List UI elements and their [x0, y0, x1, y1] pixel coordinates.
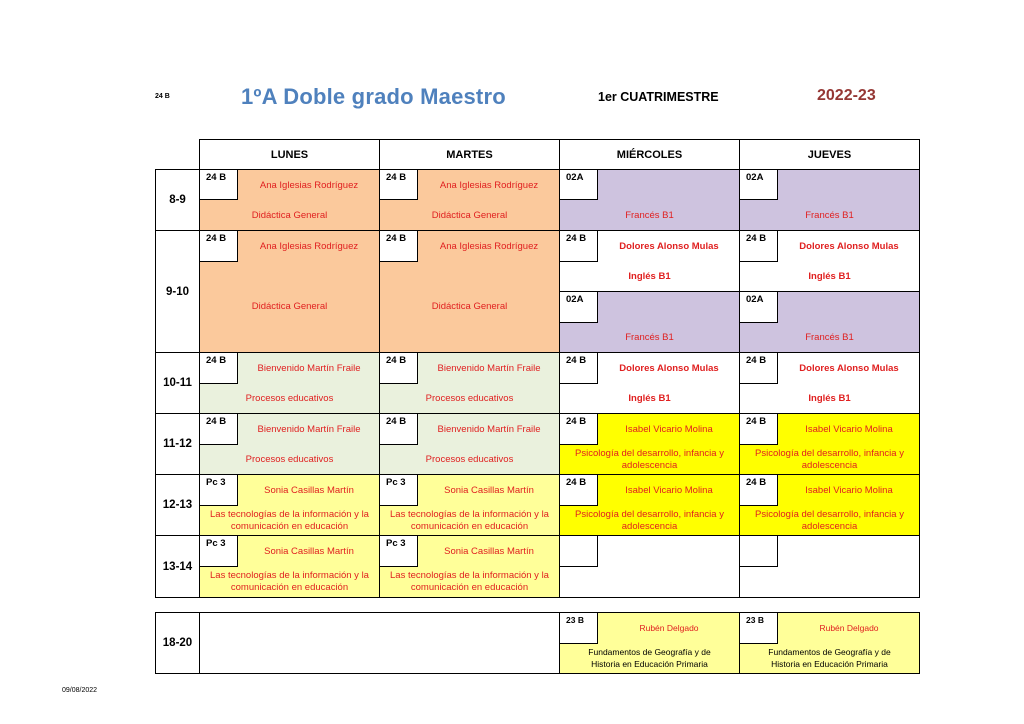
subject-line-1: Psicología del desarrollo, infancia y	[755, 448, 904, 459]
subject-name: Francés B1	[805, 210, 854, 221]
room-label: 24 B	[560, 231, 598, 262]
slot-jueves-8	[739, 169, 920, 231]
room-label: 23 B	[740, 613, 778, 644]
slot-miercoles-9-ingles	[559, 230, 740, 292]
day-header-jueves: JUEVES	[739, 139, 920, 170]
room-label: 24 B	[200, 231, 238, 262]
subject-name: Procesos educativos	[245, 454, 334, 465]
subject-line-1: Las tecnologías de la información y la	[390, 509, 549, 520]
subject-name: Francés B1	[625, 332, 674, 343]
subject-line-2: adolescencia	[621, 460, 678, 471]
subject-line-2: adolescencia	[801, 521, 858, 532]
teacher-name: Bienvenido Martín Fraile	[437, 424, 541, 435]
room-label: Pc 3	[200, 475, 238, 506]
room-label: 24 B	[380, 414, 418, 445]
room-label: 24 B	[200, 414, 238, 445]
subject-name: Inglés B1	[628, 271, 671, 282]
room-label: Pc 3	[200, 536, 238, 567]
page-title: 1ºA Doble grado Maestro	[241, 84, 506, 109]
room-label: 02A	[560, 170, 598, 200]
day-header-martes: MARTES	[379, 139, 560, 170]
teacher-name: Ana Iglesias Rodríguez	[439, 180, 539, 191]
slot-miercoles-10	[559, 352, 740, 414]
time-11-12: 11-12	[155, 413, 200, 475]
slot-lunes-8	[199, 169, 380, 231]
term-label: 1er CUATRIMESTRE	[598, 90, 719, 104]
subject-line-1: Fundamentos de Geografía y de	[588, 647, 711, 657]
slot-jueves-18	[739, 612, 920, 674]
teacher-name: Sonia Casillas Martín	[444, 546, 534, 557]
teacher-name: Ana Iglesias Rodríguez	[439, 241, 539, 252]
slot-jueves-10	[739, 352, 920, 414]
room-label: 23 B	[560, 613, 598, 644]
subject-line-2: comunicación en educación	[230, 521, 349, 532]
time-12-13: 12-13	[155, 474, 200, 536]
room-label: 24 B	[740, 231, 778, 262]
subject-name: Procesos educativos	[425, 454, 514, 465]
subject-name: Francés B1	[625, 210, 674, 221]
slot-martes-8	[379, 169, 560, 231]
teacher-name: Dolores Alonso Mulas	[619, 363, 719, 374]
time-10-11: 10-11	[155, 352, 200, 414]
time-8-9: 8-9	[155, 169, 200, 231]
footer-date: 09/08/2022	[62, 687, 98, 694]
subject-line-2: Historia en Educación Primaria	[591, 659, 708, 669]
subject-line-1: Psicología del desarrollo, infancia y	[755, 509, 904, 520]
room-label: 24 B	[740, 353, 778, 384]
room-label-empty	[560, 536, 598, 567]
slot-miercoles-8	[559, 169, 740, 231]
slot-jueves-11	[739, 413, 920, 475]
subject-name: Didáctica General	[431, 301, 508, 312]
slot-jueves-9-ingles	[739, 230, 920, 292]
room-label: 24 B	[200, 353, 238, 384]
room-label-empty	[740, 536, 778, 567]
teacher-name: Isabel Vicario Molina	[625, 485, 713, 496]
subject-line-1: Fundamentos de Geografía y de	[768, 647, 891, 657]
subject-line-2: comunicación en educación	[410, 521, 529, 532]
teacher-name: Isabel Vicario Molina	[625, 424, 713, 435]
room-label: 24 B	[740, 475, 778, 506]
teacher-name: Ana Iglesias Rodríguez	[259, 241, 359, 252]
subject-line-2: adolescencia	[801, 460, 858, 471]
teacher-name: Isabel Vicario Molina	[805, 424, 893, 435]
subject-line-1: Psicología del desarrollo, infancia y	[575, 448, 724, 459]
slot-lunes-12	[199, 474, 380, 536]
academic-year: 2022-23	[817, 87, 876, 104]
teacher-name: Dolores Alonso Mulas	[619, 241, 719, 252]
teacher-name: Bienvenido Martín Fraile	[437, 363, 541, 374]
subject-name: Procesos educativos	[245, 393, 334, 404]
day-header-miercoles: MIÉRCOLES	[559, 139, 740, 170]
room-label: 02A	[740, 170, 778, 200]
subject-line-1: Las tecnologías de la información y la	[390, 570, 549, 581]
subject-name: Inglés B1	[808, 393, 851, 404]
slot-lunes-9	[199, 230, 380, 353]
teacher-name: Sonia Casillas Martín	[444, 485, 534, 496]
room-label: Pc 3	[380, 536, 418, 567]
teacher-name: Dolores Alonso Mulas	[799, 241, 899, 252]
slot-jueves-12	[739, 474, 920, 536]
slot-miercoles-12	[559, 474, 740, 536]
room-label: 24 B	[380, 353, 418, 384]
teacher-name: Rubén Delgado	[639, 623, 699, 633]
room-label: 24 B	[560, 414, 598, 445]
time-13-14: 13-14	[155, 535, 200, 598]
teacher-name: Sonia Casillas Martín	[264, 546, 354, 557]
subject-line-1: Las tecnologías de la información y la	[210, 509, 369, 520]
subject-name: Procesos educativos	[425, 393, 514, 404]
room-label: 02A	[560, 292, 598, 323]
room-label: 24 B	[380, 231, 418, 262]
slot-martes-11	[379, 413, 560, 475]
room-label: 24 B	[740, 414, 778, 445]
room-label: 02A	[740, 292, 778, 323]
slot-martes-13	[379, 535, 560, 598]
subject-line-2: comunicación en educación	[230, 582, 349, 593]
slot-martes-10	[379, 352, 560, 414]
teacher-name: Rubén Delgado	[819, 623, 879, 633]
slot-jueves-13-empty	[739, 535, 920, 598]
subject-name: Didáctica General	[251, 301, 328, 312]
header-room: 24 B	[155, 93, 170, 100]
slot-martes-9	[379, 230, 560, 353]
slot-martes-12	[379, 474, 560, 536]
subject-line-1: Psicología del desarrollo, infancia y	[575, 509, 724, 520]
teacher-name: Bienvenido Martín Fraile	[257, 424, 361, 435]
teacher-name: Dolores Alonso Mulas	[799, 363, 899, 374]
subject-name: Francés B1	[805, 332, 854, 343]
teacher-name: Ana Iglesias Rodríguez	[259, 180, 359, 191]
subject-line-2: comunicación en educación	[410, 582, 529, 593]
slot-miercoles-13-empty	[559, 535, 740, 598]
teacher-name: Sonia Casillas Martín	[264, 485, 354, 496]
slot-lunes-11	[199, 413, 380, 475]
day-header-lunes: LUNES	[199, 139, 380, 170]
slot-miercoles-9-frances	[559, 291, 740, 353]
subject-line-1: Las tecnologías de la información y la	[210, 570, 369, 581]
teacher-name: Bienvenido Martín Fraile	[257, 363, 361, 374]
teacher-name: Isabel Vicario Molina	[805, 485, 893, 496]
subject-line-2: Historia en Educación Primaria	[771, 659, 888, 669]
room-label: 24 B	[560, 475, 598, 506]
slot-lunes-martes-18-empty	[199, 612, 560, 674]
slot-lunes-13	[199, 535, 380, 598]
room-label: Pc 3	[380, 475, 418, 506]
room-label: 24 B	[380, 170, 418, 200]
subject-name: Inglés B1	[808, 271, 851, 282]
slot-miercoles-18	[559, 612, 740, 674]
room-label: 24 B	[560, 353, 598, 384]
subject-name: Didáctica General	[431, 210, 508, 221]
room-label: 24 B	[200, 170, 238, 200]
time-18-20: 18-20	[155, 612, 200, 674]
subject-name: Inglés B1	[628, 393, 671, 404]
subject-line-2: adolescencia	[621, 521, 678, 532]
slot-jueves-9-frances	[739, 291, 920, 353]
slot-lunes-10	[199, 352, 380, 414]
time-9-10: 9-10	[155, 230, 200, 353]
slot-miercoles-11	[559, 413, 740, 475]
subject-name: Didáctica General	[251, 210, 328, 221]
